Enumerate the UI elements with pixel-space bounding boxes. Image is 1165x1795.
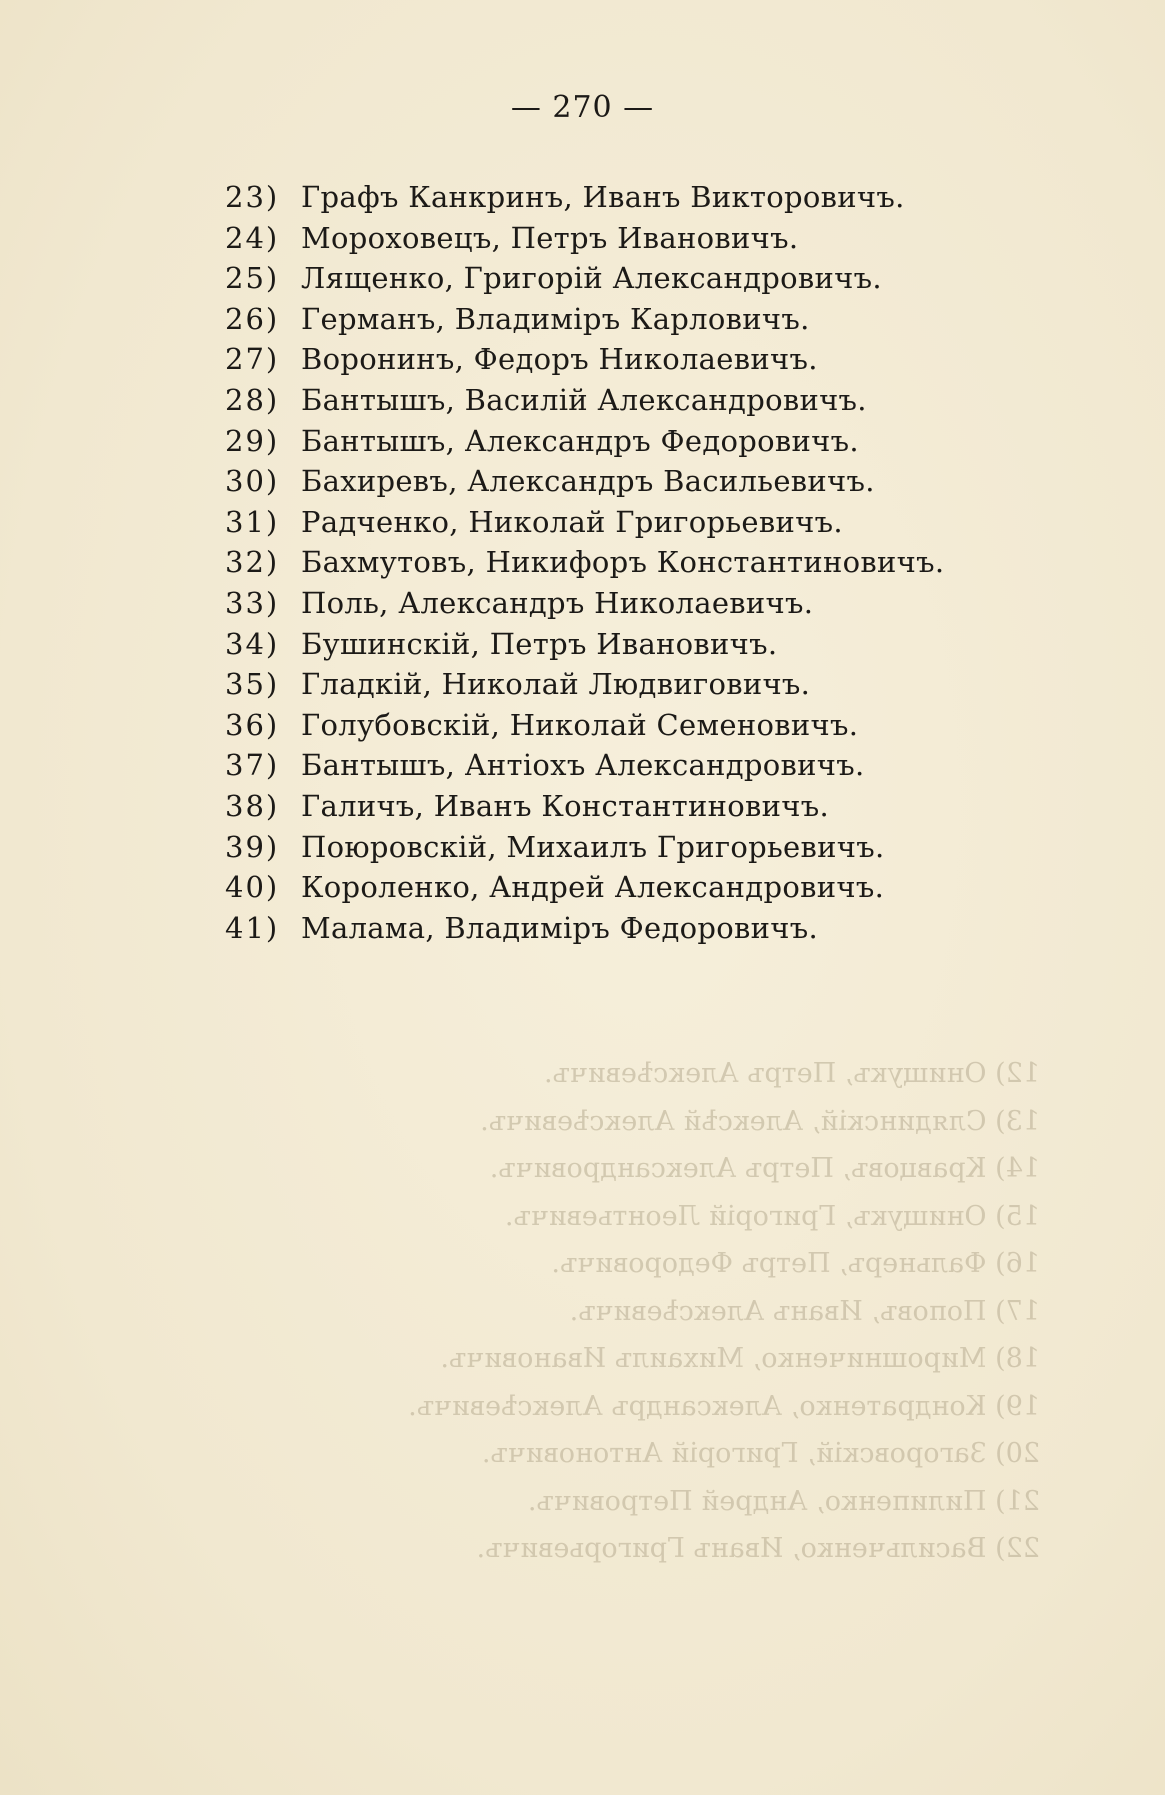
- entry-number: 37): [225, 748, 280, 783]
- entry-number: 39): [225, 829, 280, 864]
- list-item: [225, 218, 1045, 259]
- entry-name: Малама, Владиміръ Федоровичъ.: [301, 910, 819, 945]
- entry-name: Бахмутовъ, Никифоръ Константиновичъ.: [301, 545, 945, 580]
- list-item: [225, 786, 1045, 827]
- entry-name: Лященко, Григорій Александровичъ.: [301, 261, 882, 296]
- entry-number: 33): [225, 585, 280, 620]
- entry-number: 36): [225, 707, 280, 742]
- entry-name: Голубовскій, Николай Семеновичъ.: [301, 707, 859, 742]
- entry-number: 29): [225, 423, 280, 458]
- entry-name: Короленко, Андрей Александровичъ.: [301, 870, 885, 905]
- list-item: [225, 624, 1045, 665]
- list-item: [225, 461, 1045, 502]
- entry-number: 30): [225, 464, 280, 499]
- entry-name: Радченко, Николай Григорьевичъ.: [301, 504, 843, 539]
- list-item: [225, 745, 1045, 786]
- list-item: [225, 908, 1045, 949]
- entry-number: 35): [225, 667, 280, 702]
- entry-number: 38): [225, 788, 280, 823]
- bleed-line: 12) Онищукъ, Петръ Алексѣевичъ.: [544, 1058, 1040, 1089]
- entry-number: 40): [225, 870, 280, 905]
- list-item: [225, 380, 1045, 421]
- list-item: [225, 339, 1045, 380]
- bleed-line: 14) Кравцовъ, Петръ Александровичъ.: [489, 1153, 1040, 1184]
- list-item: [225, 827, 1045, 868]
- entry-name: Воронинъ, Федоръ Николаевичъ.: [301, 342, 818, 377]
- bleed-line: 21) Пилипенко, Андрей Петровичъ.: [527, 1485, 1040, 1517]
- entry-name: Поюровскій, Михаилъ Григорьевичъ.: [301, 829, 885, 864]
- bleed-line: 19) Кондратенко, Александръ Алексѣевичъ.: [408, 1390, 1040, 1422]
- entry-name: Бантышъ, Александръ Федоровичъ.: [301, 423, 859, 458]
- entry-number: 25): [225, 261, 280, 296]
- list-item: [225, 258, 1045, 299]
- bleed-line: 17) Поповъ, Иванъ Алексѣевичъ.: [569, 1295, 1040, 1327]
- entry-number: 34): [225, 626, 280, 661]
- entry-number: 24): [225, 220, 280, 255]
- entry-name: Мороховецъ, Петръ Ивановичъ.: [301, 220, 799, 255]
- list-item: [225, 502, 1045, 543]
- entry-number: 23): [225, 180, 280, 214]
- list-item: [225, 177, 1045, 218]
- entry-name: Германъ, Владиміръ Карловичъ.: [301, 301, 810, 336]
- bleed-line: 16) Фальнеръ, Петръ Федоровичъ.: [551, 1248, 1040, 1279]
- bleed-line: 13) Слядинскій, Алексѣй Алексѣевичъ.: [480, 1105, 1040, 1137]
- entry-name: Поль, Александръ Николаевичъ.: [301, 585, 814, 620]
- list-item: [225, 705, 1045, 746]
- entry-name: Бантышъ, Антіохъ Александровичъ.: [301, 748, 865, 783]
- entry-number: 27): [225, 342, 280, 377]
- entry-number: 28): [225, 382, 280, 417]
- entry-name: Гладкій, Николай Людвиговичъ.: [301, 667, 811, 702]
- list-item: [225, 421, 1045, 462]
- bleed-line: 18) Мирошниченко, Михаилъ Ивановичъ.: [440, 1343, 1040, 1374]
- bleed-through-text: [408, 1050, 1040, 1573]
- entry-number: 41): [225, 910, 280, 945]
- list-item: [225, 664, 1045, 705]
- bleed-line: 20) Загоровскій, Григорій Антоновичъ.: [481, 1438, 1040, 1469]
- bleed-line: 15) Онищукъ, Григорій Леонтьевичъ.: [504, 1200, 1040, 1232]
- entry-name: Графъ Канкринъ, Иванъ Викторовичъ.: [301, 180, 905, 214]
- list-item: [225, 583, 1045, 624]
- page-number: — 270 —: [510, 90, 655, 125]
- entry-number: 32): [225, 545, 280, 580]
- entry-name: Бушинскій, Петръ Ивановичъ.: [301, 626, 778, 661]
- bleed-line: 22) Васильченко, Иванъ Григорьевичъ.: [476, 1533, 1040, 1564]
- entry-number: 26): [225, 301, 280, 336]
- list-item: [225, 299, 1045, 340]
- entry-name: Бахиревъ, Александръ Васильевичъ.: [301, 464, 875, 499]
- entry-name: Галичъ, Иванъ Константиновичъ.: [301, 788, 829, 823]
- entry-name: Бантышъ, Василій Александровичъ.: [301, 382, 867, 417]
- list-item: [225, 867, 1045, 908]
- entry-number: 31): [225, 504, 280, 539]
- name-list: [225, 177, 1045, 948]
- list-item: [225, 542, 1045, 583]
